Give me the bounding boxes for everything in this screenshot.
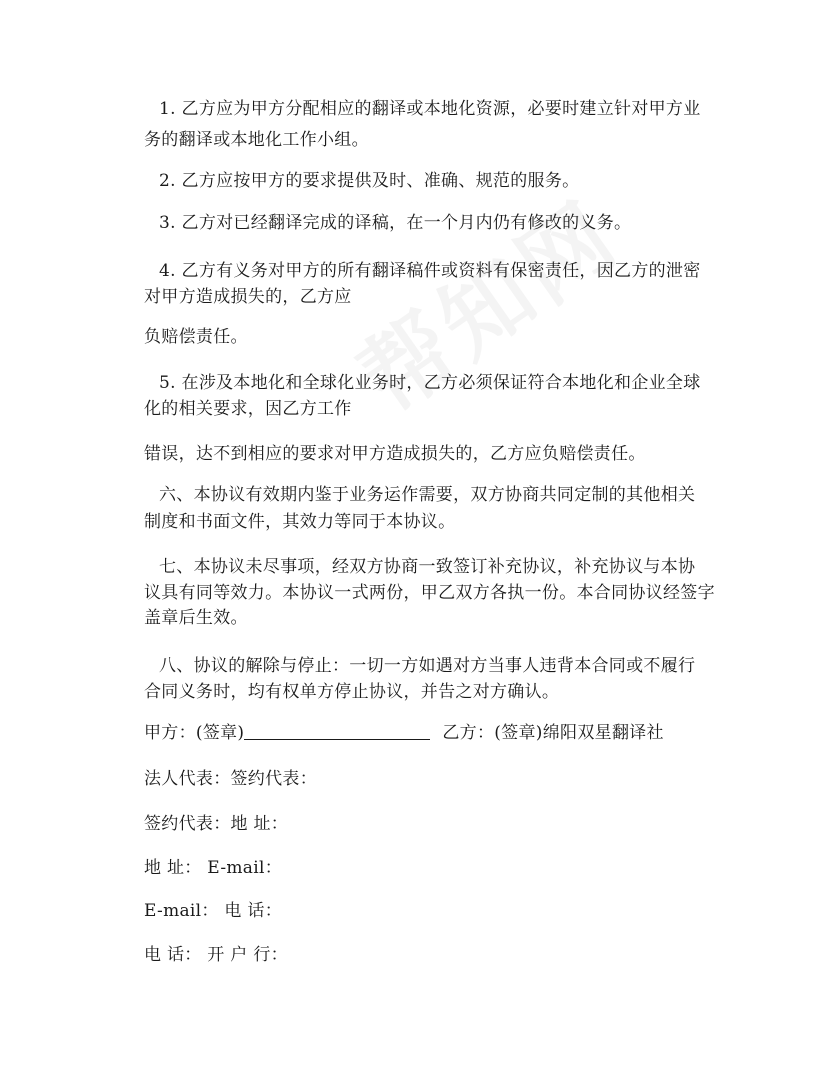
paragraph-7-line-1: 七、本协议未尽事项，经双方协商一致签订补充协议，补充协议与本协 — [159, 557, 696, 577]
paragraph-6-line-1: 六、本协议有效期内鉴于业务运作需要，双方协商共同定制的其他相关 — [159, 485, 696, 505]
paragraph-5-line-2: 化的相关要求，因乙方工作 — [144, 399, 352, 419]
watermark-text — [330, 165, 640, 437]
paragraph-5-line-1: 5. 在涉及本地化和全球化业务时，乙方必须保证符合本地化和企业全球 — [159, 373, 701, 393]
signature-row-2: 签约代表：地 址： — [144, 814, 289, 834]
signature-row-1: 法人代表：签约代表： — [144, 769, 317, 789]
signature-parties-row — [144, 722, 664, 744]
signature-row-4: E-mail： 电 话： — [144, 901, 283, 921]
signature-row-5: 电 话： 开 户 行： — [144, 945, 288, 965]
signature-row-3: 地 址： E-mail： — [144, 858, 283, 878]
party-b-label: 乙方：(签章)绵阳双星翻译社 — [442, 723, 664, 743]
paragraph-4-continuation: 负赔偿责任。 — [144, 327, 248, 347]
paragraph-5-continuation: 错误，达不到相应的要求对甲方造成损失的，乙方应负赔偿责任。 — [144, 444, 646, 464]
paragraph-2: 2. 乙方应按甲方的要求提供及时、准确、规范的服务。 — [159, 171, 580, 191]
paragraph-7-line-2: 议具有同等效力。本协议一式两份，甲乙双方各执一份。本合同协议经签字 — [144, 583, 715, 603]
paragraph-4-line-1: 4. 乙方有义务对甲方的所有翻译稿件或资料有保密责任，因乙方的泄密 — [159, 261, 701, 281]
party-a-signature-line — [244, 723, 430, 740]
paragraph-7-line-3: 盖章后生效。 — [144, 608, 248, 628]
paragraph-1-line-2: 务的翻译或本地化工作小组。 — [144, 130, 369, 150]
paragraph-3: 3. 乙方对已经翻译完成的译稿，在一个月内仍有修改的义务。 — [159, 213, 632, 233]
paragraph-4-line-2: 对甲方造成损失的，乙方应 — [144, 287, 352, 307]
party-a-label: 甲方：(签章) — [144, 723, 245, 743]
paragraph-1-line-1: 1. 乙方应为甲方分配相应的翻译或本地化资源，必要时建立针对甲方业 — [159, 99, 701, 119]
paragraph-6-line-2: 制度和书面文件，其效力等同于本协议。 — [144, 512, 456, 532]
paragraph-8-line-2: 合同义务时，均有权单方停止协议，并告之对方确认。 — [144, 682, 560, 702]
paragraph-8-line-1: 八、协议的解除与停止：一切一方如遇对方当事人违背本合同或不履行 — [159, 656, 696, 676]
